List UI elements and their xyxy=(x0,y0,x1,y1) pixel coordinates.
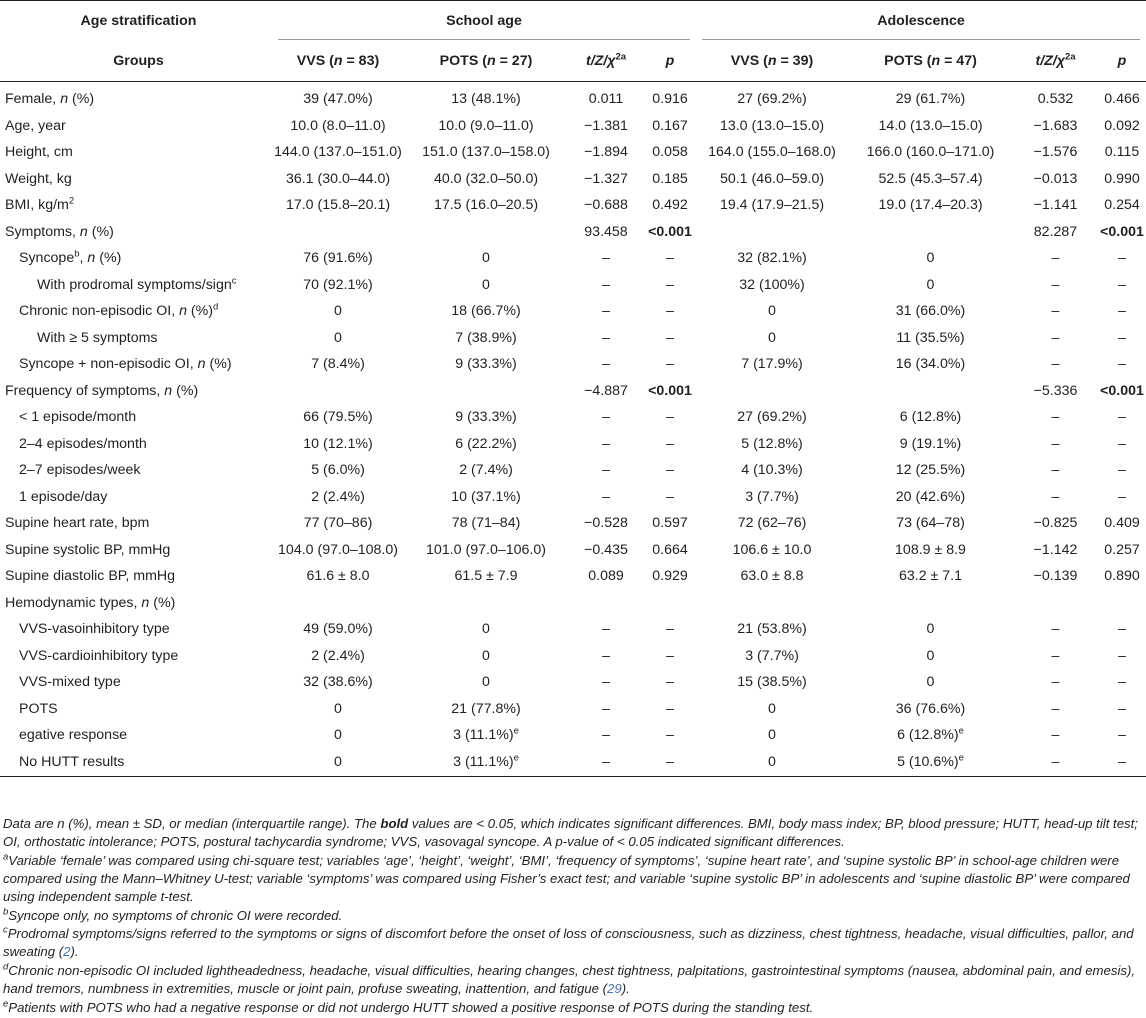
table-cell: −0.688 xyxy=(584,197,628,214)
table-cell: – xyxy=(666,435,674,452)
table-footnotes xyxy=(3,815,1143,1018)
table-cell: 18 (66.7%) xyxy=(451,303,521,320)
table-cell: 0 xyxy=(334,329,342,346)
row-label: Weight, kg xyxy=(5,170,72,187)
table-cell: 63.0 ± 8.8 xyxy=(740,568,804,585)
table-cell: 144.0 (137.0–151.0) xyxy=(274,144,402,161)
table-cell: 0.092 xyxy=(1104,117,1140,134)
row-label: VVS-cardioinhibitory type xyxy=(19,647,179,664)
table-row xyxy=(0,590,1146,617)
table-cell: 27 (69.2%) xyxy=(737,409,807,426)
table-cell: 0 xyxy=(334,700,342,717)
table-cell: – xyxy=(602,276,610,293)
footnote-general: Data are n (%), mean ± SD, or median (interquartile range). The bold values are < 0.05, which indicates significant differences. BMI, body mass index; BP, blood pressure; HUTT, head-up tilt test; OI, orthostatic intolerance; POTS, postural tachycardia syndrome; VVS, vasovagal syncope. A p-value of < 0.05 indicated significant differences. xyxy=(3,816,1138,849)
table-cell: – xyxy=(666,329,674,346)
row-label: No HUTT results xyxy=(0,749,272,777)
table-cell: – xyxy=(1051,276,1060,293)
table-cell: – xyxy=(1118,700,1126,717)
table-cell: – xyxy=(1051,435,1060,452)
table-cell: 0 xyxy=(926,250,935,267)
table-cell: 27 (69.2%) xyxy=(737,91,807,108)
footnote-e: $^e$Patients with POTS who had a negative response or did not undergo HUTT showed a positive response of POTS during the standing test. xyxy=(3,998,814,1016)
table-cell: −1.894 xyxy=(584,144,628,161)
table-cell: 32 (82.1%) xyxy=(737,250,807,267)
groups-header: Groups xyxy=(0,40,272,82)
row-label: VVS-mixed type xyxy=(19,674,121,691)
table-cell: 17.0 (15.8–20.1) xyxy=(285,197,391,214)
table-cell: 0.929 xyxy=(652,568,688,585)
row-label: 2–4 episodes/month xyxy=(19,435,147,452)
table-cell: 106.6 ± 10.0 xyxy=(732,541,812,558)
table-cell: – xyxy=(666,647,674,664)
table-cell: 76 (91.6%) xyxy=(303,250,373,267)
p-school-age-header: p xyxy=(644,40,696,82)
table-cell: 0 xyxy=(482,621,490,638)
table-cell xyxy=(696,219,848,246)
table-cell xyxy=(568,590,644,617)
table-cell: 0 xyxy=(768,727,776,744)
table-cell xyxy=(272,378,404,405)
row-label: Syncope$^b$, n (%) xyxy=(19,248,122,267)
table-cell: 0 xyxy=(334,303,342,320)
adolescence-header: Adolescence xyxy=(696,1,1146,41)
table-cell: 0 xyxy=(272,749,404,777)
table-cell: 4 (10.3%) xyxy=(741,462,803,479)
table-cell: 2 (2.4%) xyxy=(311,647,365,664)
table-cell: 3 (7.7%) xyxy=(745,647,799,664)
table-cell: – xyxy=(1118,674,1126,691)
table-cell xyxy=(644,590,696,617)
table-cell: 13.0 (13.0–15.0) xyxy=(719,117,825,134)
table-row xyxy=(0,272,1146,299)
table-cell: – xyxy=(1051,356,1060,373)
table-cell xyxy=(404,219,568,246)
table-cell: 19.0 (17.4–20.3) xyxy=(878,197,983,214)
table-cell: 50.1 (46.0–59.0) xyxy=(719,170,825,187)
table-cell: 164.0 (155.0–168.0) xyxy=(708,144,836,161)
row-label: Supine systolic BP, mmHg xyxy=(5,541,171,558)
table-cell: 0.254 xyxy=(1104,197,1140,214)
table-cell: – xyxy=(602,356,610,373)
reference-link[interactable]: 29 xyxy=(607,981,622,997)
table-cell: −0.528 xyxy=(584,515,628,532)
footnote-d: $^d$Chronic non-episodic OI included lightheadedness, headache, visual difficulties, hearing changes, chest tightness, palpitations, gastrointestinal symptoms (nausea, abdominal pain, and emesis), hand tremors, numbness in extremities, muscle or joint pain, profuse sweating, inattention, and fatigue (29). xyxy=(3,961,1136,997)
table-cell: 0.664 xyxy=(652,541,688,558)
row-label: Syncope + non-episodic OI, n (%) xyxy=(19,356,232,373)
table-cell: 82.287 xyxy=(1033,223,1078,240)
table-cell: 0.890 xyxy=(1104,568,1140,585)
table-cell: 14.0 (13.0–15.0) xyxy=(878,117,983,134)
table-cell: −1.381 xyxy=(584,117,628,134)
table-cell: 31 (66.0%) xyxy=(895,303,966,320)
table-cell: 5 $(10.6\%)^e$ xyxy=(848,749,1013,777)
table-cell: <0.001 xyxy=(1100,223,1144,240)
table-cell: <0.001 xyxy=(1100,382,1144,399)
table-cell: – xyxy=(602,488,610,505)
table-cell: 0 xyxy=(482,276,490,293)
table-cell xyxy=(404,590,568,617)
table-cell: – xyxy=(568,749,644,777)
table-cell xyxy=(1098,590,1146,617)
table-cell: 6 (22.2%) xyxy=(455,435,517,452)
table-cell: 2 (2.4%) xyxy=(311,488,365,505)
table-cell: – xyxy=(1051,409,1060,426)
table-cell: 78 (71–84) xyxy=(451,515,521,532)
table-cell: – xyxy=(1098,749,1146,777)
table-cell: 0.409 xyxy=(1104,515,1140,532)
row-label: VVS-vasoinhibitory type xyxy=(19,621,170,638)
table-cell: 6 $(12.8\%)^e$ xyxy=(897,725,964,744)
table-cell: 3 $(11.1\%)^e$ xyxy=(404,749,568,777)
table-cell: – xyxy=(1051,727,1060,744)
table-cell: 17.5 (16.0–20.5) xyxy=(433,197,539,214)
table-cell: – xyxy=(602,621,610,638)
table-cell: 0 xyxy=(768,329,776,346)
table-row xyxy=(0,643,1146,670)
table-cell: – xyxy=(1118,276,1126,293)
table-cell: 0 xyxy=(768,303,776,320)
table-cell: <0.001 xyxy=(648,223,692,240)
table-cell: 151.0 (137.0–158.0) xyxy=(422,144,550,161)
table-cell: 73 (64–78) xyxy=(896,515,965,532)
table-row xyxy=(0,749,1146,777)
table-cell: 0 xyxy=(334,727,342,744)
footnote-a: $^a$Variable ‘female’ was compared using chi-square test; variables ‘age’, ‘height’, ‘weight’, ‘BMI’, ‘frequency of symptoms’, ‘supine heart rate’, and ‘supine systolic BP’ in school-age children were compared using the Mann–Whitney U-test; variable ‘symptoms’ was compared using Fisher’s exact test; and variable ‘supine systolic BP’ in adolescents and ‘supine diastolic BP’ were compared using independent sample t-test. xyxy=(3,851,1130,904)
table-cell: 7 (17.9%) xyxy=(741,356,803,373)
table-cell: – xyxy=(602,462,610,479)
table-cell: 66 (79.5%) xyxy=(303,409,373,426)
table-row xyxy=(0,113,1146,140)
table-cell: 36 (76.6%) xyxy=(895,700,966,717)
table-cell: – xyxy=(602,250,610,267)
table-cell: 108.9 ± 8.9 xyxy=(895,541,966,558)
table-row xyxy=(0,351,1146,378)
table-cell: 9 (33.3%) xyxy=(455,356,517,373)
stat-school-age-header: $t/Z/\chi^{2a}$ xyxy=(568,40,644,82)
table-cell: 0 xyxy=(926,647,935,664)
table-cell: 7 (38.9%) xyxy=(455,329,517,346)
table-cell: – xyxy=(1118,488,1126,505)
table-cell xyxy=(848,219,1013,246)
table-row xyxy=(0,325,1146,352)
table-cell: 10.0 (9.0–11.0) xyxy=(438,117,534,134)
table-cell: – xyxy=(1051,621,1060,638)
table-row xyxy=(0,404,1146,431)
table-cell: 0.916 xyxy=(652,91,688,108)
table-cell: – xyxy=(602,674,610,691)
table-cell: −0.825 xyxy=(1033,515,1078,532)
table-cell: 0.492 xyxy=(652,197,688,214)
table-cell: 40.0 (32.0–50.0) xyxy=(433,170,539,187)
table-cell: – xyxy=(1051,329,1060,346)
table-cell: 0.597 xyxy=(652,515,688,532)
table-cell xyxy=(272,590,404,617)
table-cell: 16 (34.0%) xyxy=(895,356,966,373)
row-label: POTS xyxy=(19,700,58,717)
table-cell: 0 xyxy=(482,647,490,664)
p-adolescence-header: p xyxy=(1098,40,1146,82)
table-cell: – xyxy=(666,276,674,293)
row-label: BMI, $kg/m^2$ xyxy=(5,195,75,214)
table-cell: – xyxy=(666,303,674,320)
table-row xyxy=(0,669,1146,696)
table-cell: – xyxy=(1051,674,1060,691)
table-cell: 11 (35.5%) xyxy=(896,329,965,346)
table-row xyxy=(0,616,1146,643)
table-cell: 15 (38.5%) xyxy=(737,674,807,691)
table-cell: – xyxy=(1051,647,1060,664)
table-cell: 72 (62–76) xyxy=(737,515,807,532)
stat-adolescence-header: $t/Z/\chi^{2a}$ xyxy=(1013,40,1098,82)
table-cell: 19.4 (17.9–21.5) xyxy=(719,197,825,214)
table-cell xyxy=(1013,590,1098,617)
table-cell: 9 (19.1%) xyxy=(899,435,962,452)
table-cell: 0 xyxy=(926,621,935,638)
table-cell: 7 (8.4%) xyxy=(311,356,365,373)
table-cell: – xyxy=(666,356,674,373)
table-cell: −1.141 xyxy=(1033,197,1078,214)
table-cell: – xyxy=(602,303,610,320)
table-cell: 5 (6.0%) xyxy=(311,462,365,479)
table-cell: – xyxy=(1118,621,1126,638)
table-cell xyxy=(404,378,568,405)
table-cell: – xyxy=(602,409,610,426)
table-cell: 0 xyxy=(482,250,490,267)
table-cell: −0.435 xyxy=(584,541,628,558)
table-cell: 0.990 xyxy=(1104,170,1140,187)
row-label: With prodromal symptoms/sign$^c$ xyxy=(37,275,237,293)
table-cell: 0.257 xyxy=(1104,541,1140,558)
vvs-adolescence-header: VVS (n = 39) xyxy=(696,40,848,82)
table-row xyxy=(0,378,1146,405)
table-cell: 0 xyxy=(926,674,935,691)
reference-link[interactable]: 2 xyxy=(63,944,71,960)
table-cell: −5.336 xyxy=(1033,382,1078,399)
table-cell: – xyxy=(1118,462,1126,479)
table-cell: 36.1 (30.0–44.0) xyxy=(285,170,391,187)
table-cell: 52.5 (45.3–57.4) xyxy=(878,170,983,187)
table-cell: 0.115 xyxy=(1104,144,1140,161)
table-row xyxy=(0,722,1146,749)
table-cell: 39 (47.0%) xyxy=(303,91,373,108)
table-cell: −0.013 xyxy=(1033,170,1078,187)
table-cell: – xyxy=(602,727,610,744)
table-cell xyxy=(848,590,1013,617)
table-row xyxy=(0,563,1146,590)
table-cell: −4.887 xyxy=(584,382,628,399)
row-label: Symptoms, n (%) xyxy=(5,223,114,240)
table-row xyxy=(0,298,1146,325)
table-cell: 0 xyxy=(768,700,776,717)
row-label: egative response xyxy=(19,727,128,744)
table-cell: 10.0 (8.0–11.0) xyxy=(290,117,386,134)
table-cell: 13 (48.1%) xyxy=(451,91,521,108)
table-cell: – xyxy=(1051,700,1060,717)
table-cell: <0.001 xyxy=(648,382,692,399)
table-cell: – xyxy=(666,250,674,267)
table-cell: – xyxy=(602,435,610,452)
table-row xyxy=(0,457,1146,484)
table-cell: 5 (12.8%) xyxy=(741,435,803,452)
table-cell: – xyxy=(1118,435,1126,452)
table-cell: 10 (12.1%) xyxy=(303,435,373,452)
table-row xyxy=(0,139,1146,166)
row-label: 1 episode/day xyxy=(19,488,108,505)
table-cell: – xyxy=(1051,303,1060,320)
vvs-school-age-header: VVS (n = 83) xyxy=(272,40,404,82)
table-cell: −1.683 xyxy=(1033,117,1078,134)
table-cell: – xyxy=(1118,356,1126,373)
school-age-header: School age xyxy=(272,1,696,41)
table-cell: 104.0 (97.0–108.0) xyxy=(278,541,398,558)
table-cell: 9 (33.3%) xyxy=(455,409,517,426)
table-cell: −1.142 xyxy=(1033,541,1078,558)
table-cell: 0 xyxy=(482,674,490,691)
row-label: Hemodynamic types, n (%) xyxy=(5,594,176,611)
table-cell: – xyxy=(666,462,674,479)
table-cell: −1.327 xyxy=(584,170,628,187)
table-cell: 0.532 xyxy=(1037,91,1074,108)
table-row xyxy=(0,537,1146,564)
row-label: Height, cm xyxy=(5,144,73,161)
table-cell: – xyxy=(666,488,674,505)
table-cell: – xyxy=(1118,409,1126,426)
table-cell xyxy=(696,590,848,617)
table-cell: – xyxy=(1051,250,1060,267)
table-cell: 77 (70–86) xyxy=(303,515,373,532)
table-cell: – xyxy=(666,409,674,426)
table-cell: 10 (37.1%) xyxy=(451,488,521,505)
table-cell: – xyxy=(666,674,674,691)
pots-adolescence-header: POTS (n = 47) xyxy=(848,40,1013,82)
table-cell: 0.011 xyxy=(588,91,624,108)
table-row xyxy=(0,510,1146,537)
table-cell: 101.0 (97.0–106.0) xyxy=(426,541,546,558)
table-cell xyxy=(272,219,404,246)
row-label: Chronic non-episodic OI, n (%)$^d$ xyxy=(19,301,219,320)
table-row xyxy=(0,82,1146,113)
table-cell: 70 (92.1%) xyxy=(303,276,373,293)
table-row xyxy=(0,245,1146,272)
table-cell: 0 xyxy=(696,749,848,777)
table-cell: 0.058 xyxy=(652,144,688,161)
table-cell: 21 (77.8%) xyxy=(451,700,521,717)
table-cell: 20 (42.6%) xyxy=(895,488,966,505)
table-cell: 32 (100%) xyxy=(739,276,805,293)
table-cell: −0.139 xyxy=(1033,568,1078,585)
pots-school-age-header: POTS (n = 27) xyxy=(404,40,568,82)
table-cell xyxy=(848,378,1013,405)
table-cell: 12 (25.5%) xyxy=(895,462,966,479)
footnote-c: $^c$Prodromal symptoms/signs referred to the symptoms or signs of discomfort before the onset of loss of consciousness, such as dizziness, chest tightness, headache, visual difficulties, pallor, and sweating (2). xyxy=(3,925,1134,960)
row-label: 2–7 episodes/week xyxy=(19,462,141,479)
table-cell: 3 $(11.1\%)^e$ xyxy=(453,725,519,744)
table-cell: 49 (59.0%) xyxy=(303,621,373,638)
table-cell: 63.2 ± 7.1 xyxy=(898,568,962,585)
table-cell: – xyxy=(1118,727,1126,744)
table-cell: 0.185 xyxy=(652,170,688,187)
table-cell: – xyxy=(666,727,674,744)
table-cell: – xyxy=(1118,250,1126,267)
table-cell: – xyxy=(1051,462,1060,479)
table-cell: 21 (53.8%) xyxy=(737,621,807,638)
table-row xyxy=(0,166,1146,193)
table-row xyxy=(0,219,1146,246)
table-cell: – xyxy=(666,700,674,717)
table-cell: 93.458 xyxy=(584,223,628,240)
table-row xyxy=(0,192,1146,219)
table-cell: – xyxy=(1118,329,1126,346)
table-cell: – xyxy=(1013,749,1098,777)
table-cell: 0 xyxy=(926,276,935,293)
footnote-b: $^b$Syncope only, no symptoms of chronic OI were recorded. xyxy=(3,906,343,923)
table-cell: 29 (61.7%) xyxy=(895,91,966,108)
row-label: Supine heart rate, bpm xyxy=(5,515,150,532)
table-cell: −1.576 xyxy=(1033,144,1078,161)
table-cell: 3 (7.7%) xyxy=(745,488,799,505)
table-cell: – xyxy=(602,329,610,346)
table-row xyxy=(0,696,1146,723)
table-cell: 0.167 xyxy=(652,117,688,134)
table-cell: 166.0 (160.0–171.0) xyxy=(866,144,995,161)
age-stratification-header: Age stratification xyxy=(0,1,272,41)
row-label: Frequency of symptoms, n (%) xyxy=(5,382,199,399)
table-row xyxy=(0,431,1146,458)
table-cell: – xyxy=(1118,303,1126,320)
table-cell: – xyxy=(644,749,696,777)
table-cell: 61.6 ± 8.0 xyxy=(306,568,370,585)
table-cell: 2 (7.4%) xyxy=(459,462,513,479)
table-cell xyxy=(696,378,848,405)
table-cell: – xyxy=(602,700,610,717)
row-label: < 1 episode/month xyxy=(19,409,137,426)
table-cell: – xyxy=(666,621,674,638)
table-row xyxy=(0,484,1146,511)
table-cell: 0.089 xyxy=(588,568,624,585)
row-label: Female, n (%) xyxy=(5,91,95,108)
table-cell: 6 (12.8%) xyxy=(899,409,962,426)
table-cell: – xyxy=(1051,488,1060,505)
row-label: Supine diastolic BP, mmHg xyxy=(5,568,176,585)
row-label: With ≥ 5 symptoms xyxy=(37,329,158,346)
table-cell: 0.466 xyxy=(1104,91,1140,108)
table-cell: – xyxy=(602,647,610,664)
table-cell: 32 (38.6%) xyxy=(303,674,373,691)
row-label: Age, year xyxy=(5,117,66,134)
table-cell: – xyxy=(1118,647,1126,664)
table-cell: 61.5 ± 7.9 xyxy=(454,568,518,585)
